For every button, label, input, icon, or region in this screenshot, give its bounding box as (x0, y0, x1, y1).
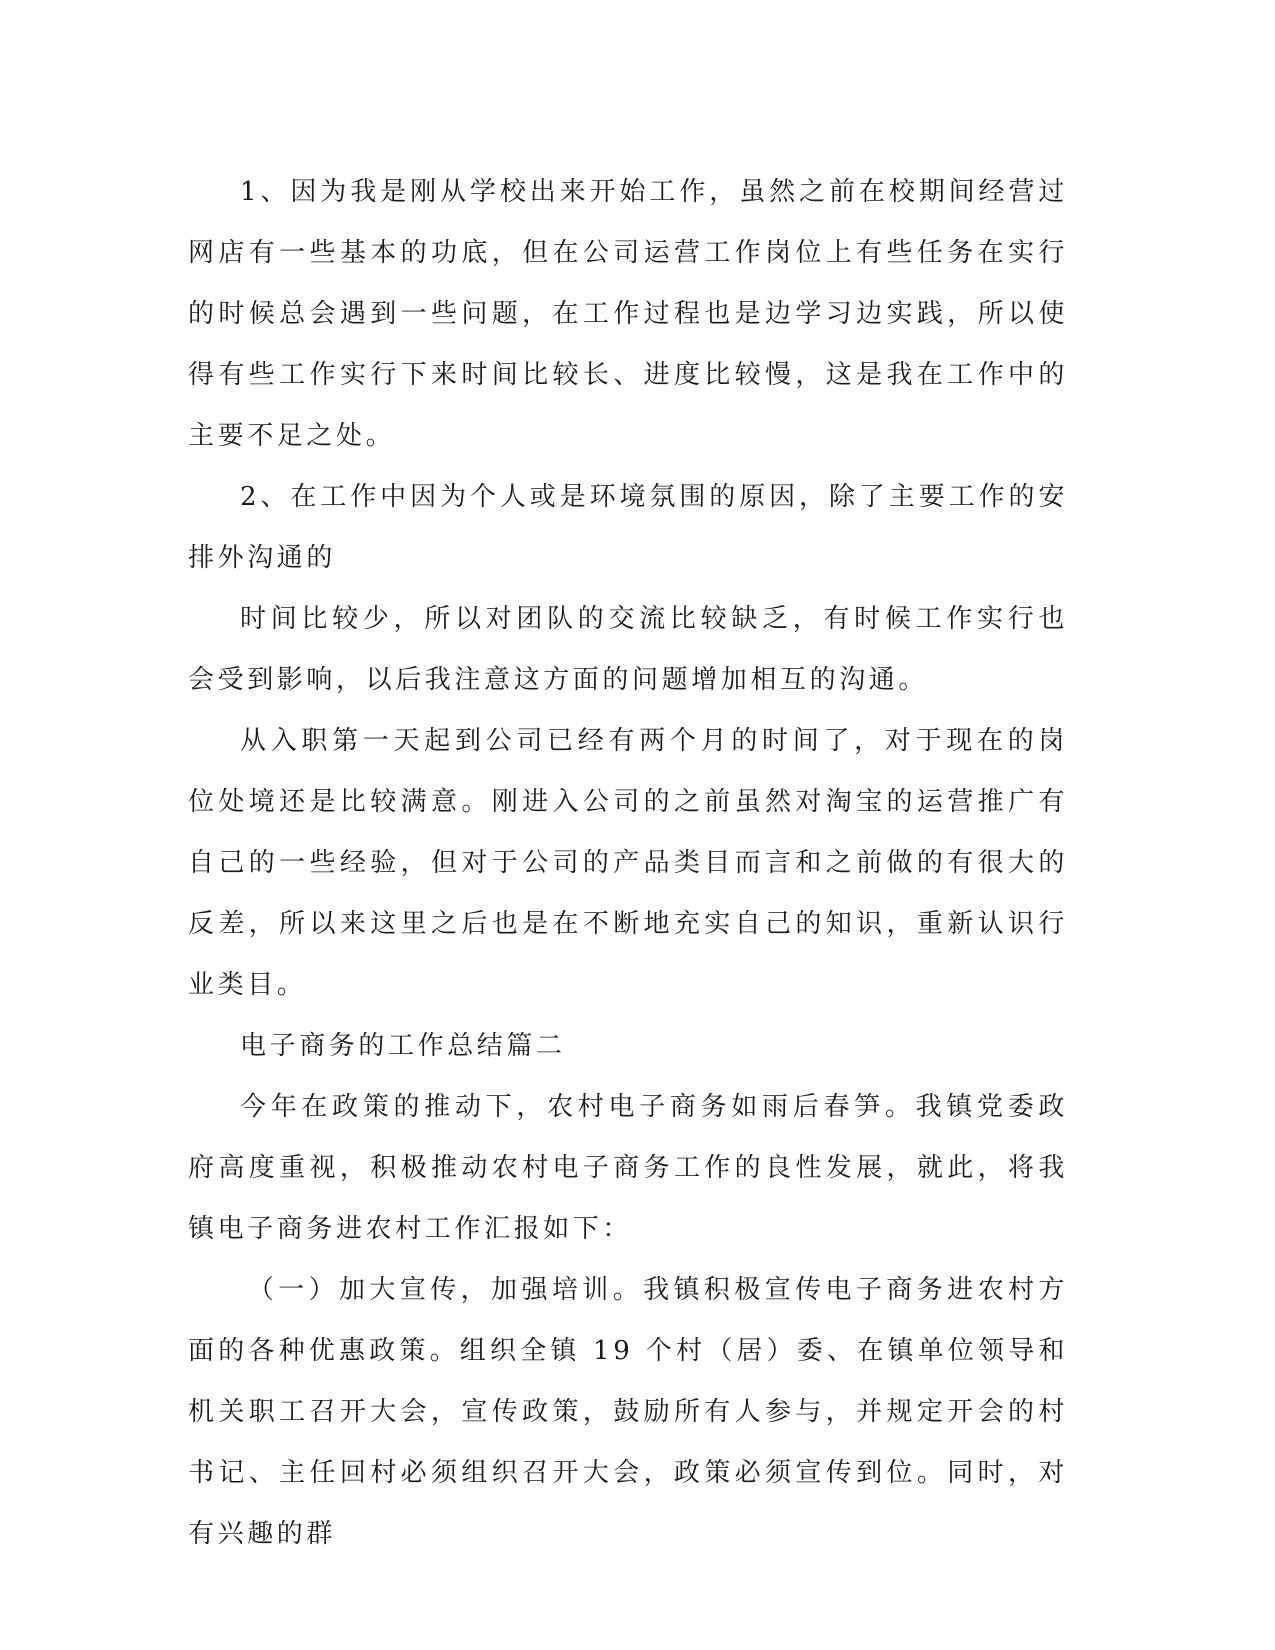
paragraph-rural-ecommerce-intro: 今年在政策的推动下，农村电子商务如雨后春笋。我镇党委政府高度重视，积极推动农村电子商务工作的良性发展，就此，将我镇电子商务进农村工作汇报如下： (188, 1092, 1068, 1244)
paragraph-shortcoming-1: 1、因为我是刚从学校出来开始工作，虽然之前在校期间经营过网店有一些基本的功底，但在公司运营工作岗位上有些任务在实行的时候总会遇到一些问题，在工作过程也是边学习边实践，所以使得有些工作实行下来时间比较长、进度比较慢，这是我在工作中的主要不足之处。 (188, 177, 1068, 451)
paragraph-shortcoming-2: 2、在工作中因为个人或是环境氛围的原因，除了主要工作的安排外沟通的 (188, 482, 1068, 573)
paragraph-shortcoming-2-continued: 时间比较少，所以对团队的交流比较缺乏，有时候工作实行也会受到影响，以后我注意这方面的问题增加相互的沟通。 (188, 604, 1068, 695)
paragraph-two-months: 从入职第一天起到公司已经有两个月的时间了，对于现在的岗位处境还是比较满意。刚进入公司的之前虽然对淘宝的运营推广有自己的一些经验，但对于公司的产品类目而言和之前做的有很大的反差，所以来这里之后也是在不断地充实自己的知识，重新认识行业类目。 (188, 726, 1068, 1000)
section-heading: 电子商务的工作总结篇二 (240, 1031, 566, 1061)
paragraph-publicity-training: （一）加大宣传，加强培训。我镇积极宣传电子商务进农村方面的各种优惠政策。组织全镇 19 个村（居）委、在镇单位领导和机关职工召开大会，宣传政策，鼓励所有人参与，并规定开会的村书记、主任回村必须组织召开大会，政策必须宣传到位。同时，对有兴趣的群 (188, 1275, 1068, 1549)
document-body (188, 162, 1068, 1565)
